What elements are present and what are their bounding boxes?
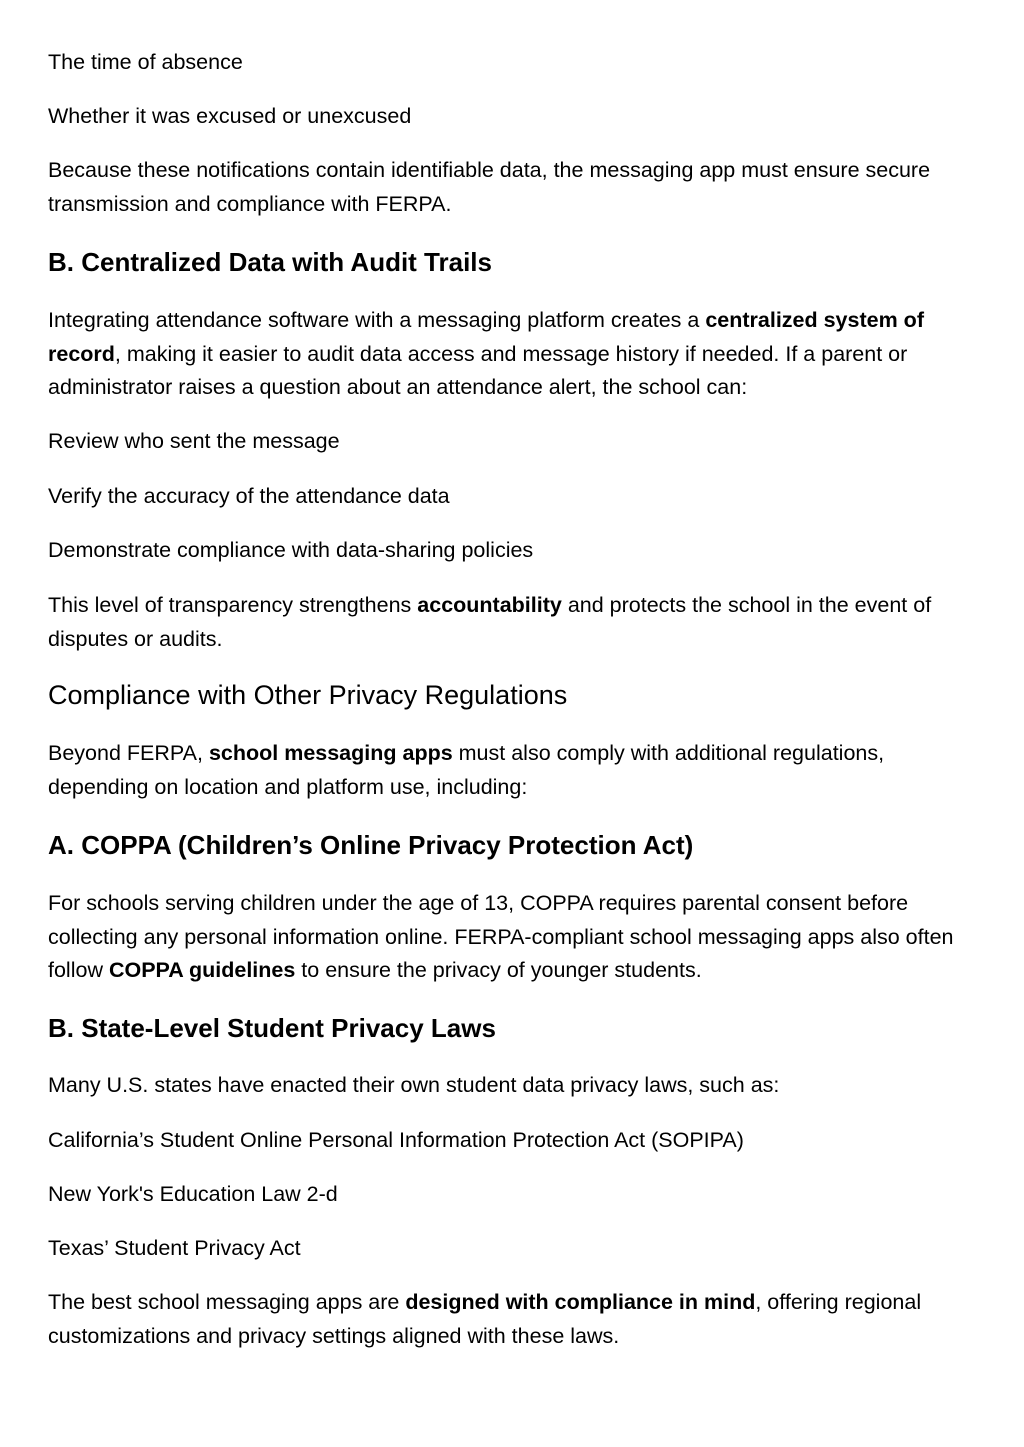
list-item: Demonstrate compliance with data-sharing policies: [48, 538, 534, 562]
text-segment: and protects the school in the event of disputes or audits.: [48, 593, 932, 651]
paragraph-notifications: Because these notifications contain identifiable data, the messaging app must ensure secure transmission and compliance with FERPA.: [48, 158, 931, 216]
paragraph-centralized-intro: [48, 304, 978, 405]
paragraph-state-laws-intro: Many U.S. states have enacted their own student data privacy laws, such as:: [48, 1073, 780, 1097]
text-segment: , making it easier to audit data access and message history if needed. If a parent or administrator raises a question about an attendance alert, the school can:: [48, 341, 908, 399]
paragraph-compliance-design: [48, 1286, 978, 1353]
paragraph-accountability: [48, 589, 978, 656]
heading-state-laws: B. State-Level Student Privacy Laws: [48, 1013, 496, 1043]
text-segment: to ensure the privacy of younger students.: [295, 958, 702, 982]
line-excused-status: Whether it was excused or unexcused: [48, 104, 412, 128]
text-segment: For schools serving children under the age of 13, COPPA requires parental consent before collecting any personal information online. FERPA-compliant school messaging apps also often follow: [48, 891, 954, 982]
bold-phrase: centralized system of record: [48, 308, 924, 366]
list-item: Texas’ Student Privacy Act: [48, 1236, 301, 1260]
line-time-of-absence: The time of absence: [48, 50, 243, 74]
text-segment: This level of transparency strengthens: [48, 593, 418, 617]
list-item: Verify the accuracy of the attendance data: [48, 484, 450, 508]
list-item: New York's Education Law 2-d: [48, 1182, 338, 1206]
bold-phrase: COPPA guidelines: [108, 958, 296, 982]
list-item: Review who sent the message: [48, 429, 340, 453]
list-item: California’s Student Online Personal Information Protection Act (SOPIPA): [48, 1128, 744, 1152]
bold-phrase: designed with compliance in mind: [405, 1290, 756, 1314]
bold-phrase: school messaging apps: [208, 741, 453, 765]
text-segment: Beyond FERPA,: [48, 741, 209, 765]
heading-coppa: A. COPPA (Children’s Online Privacy Protection Act): [48, 830, 694, 860]
heading-other-regulations: Compliance with Other Privacy Regulations: [48, 680, 568, 710]
text-segment: Integrating attendance software with a messaging platform creates a: [48, 308, 706, 332]
heading-centralized-data: B. Centralized Data with Audit Trails: [48, 247, 492, 277]
paragraph-other-regulations: [48, 737, 978, 804]
text-segment: The best school messaging apps are: [48, 1290, 406, 1314]
text-segment: must also comply with additional regulations, depending on location and platform use, including:: [48, 741, 885, 799]
paragraph-coppa: [48, 887, 978, 988]
bold-phrase: accountability: [417, 593, 562, 617]
text-segment: , offering regional customizations and privacy settings aligned with these laws.: [48, 1290, 922, 1348]
